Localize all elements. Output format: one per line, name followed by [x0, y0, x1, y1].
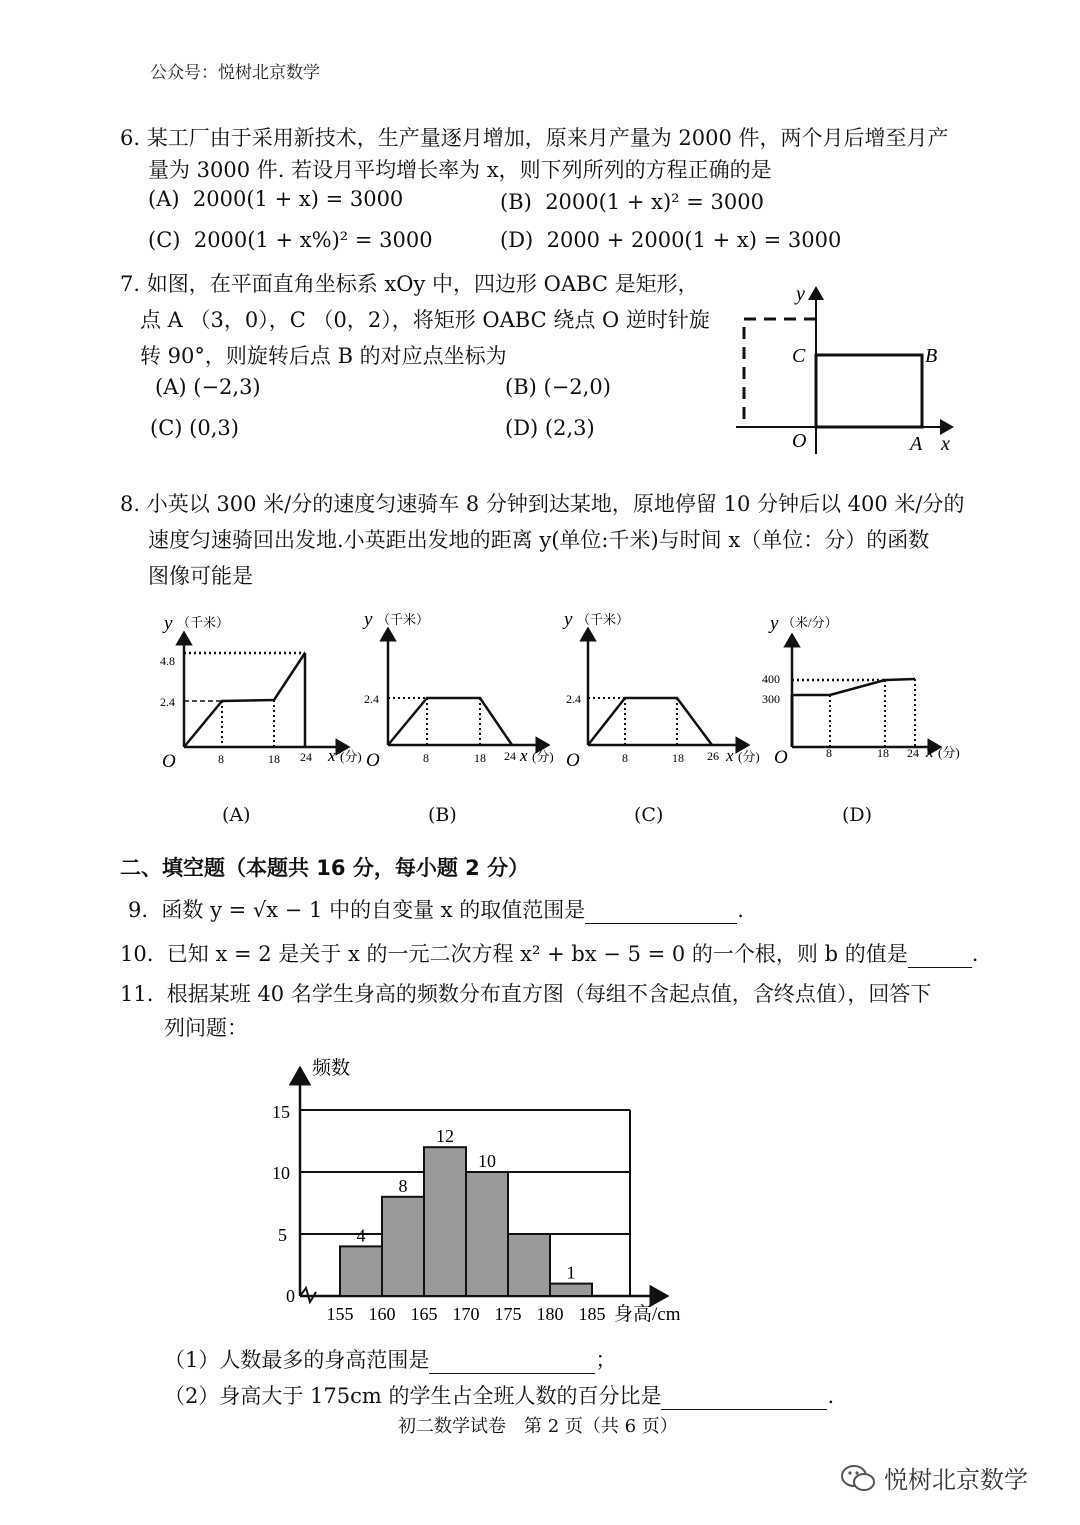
graph-b-caption: (B) [428, 804, 457, 826]
brand-watermark [840, 1460, 1028, 1495]
q7-option-a: (A) (−2,3) [155, 375, 261, 399]
q11-line1: 11. 根据某班 40 名学生身高的频数分布直方图（每组不含起点值，含终点值），回答下 [120, 982, 932, 1006]
svg-text:18: 18 [672, 751, 684, 765]
graph-c-line [588, 698, 712, 745]
hist-data-label-1: 8 [398, 1175, 408, 1196]
hist-data-label-0: 4 [356, 1225, 366, 1246]
q6-line2: 量为 3000 件. 若设月平均增长率为 x，则下列所列的方程正确的是 [148, 158, 772, 182]
hist-bar-175-180 [508, 1234, 550, 1296]
fig-y-label: y [796, 283, 805, 305]
svg-text:8: 8 [826, 746, 832, 760]
wechat-icon [840, 1463, 876, 1493]
svg-text:18: 18 [877, 746, 889, 760]
q11-line2: 列问题： [164, 1016, 248, 1040]
svg-text:8: 8 [218, 752, 224, 766]
q8-graphs [150, 605, 980, 775]
svg-text:x: x [926, 742, 934, 761]
svg-text:y: y [364, 609, 373, 630]
xtick-175: 175 [494, 1304, 522, 1324]
q10: 10. 已知 x = 2 是关于 x 的一元二次方程 x² + bx − 5 = 0 的一个根，则 b 的值是 . [120, 942, 979, 966]
svg-text:（千米）: （千米） [377, 612, 430, 627]
histogram [262, 1050, 702, 1335]
svg-text:O: O [774, 747, 788, 768]
fig-a-label: A [910, 433, 923, 455]
hist-data-label-3: 10 [478, 1151, 496, 1171]
xtick-160: 160 [368, 1304, 396, 1324]
xtick-170: 170 [452, 1304, 480, 1324]
q6-option-a: (A) 2000(1 + x) = 3000 [148, 187, 404, 211]
q8-line2: 速度匀速骑回出发地.小英距出发地的距离 y(单位:千米)与时间 x（单位：分）的函数 [148, 528, 930, 552]
ytick-5: 5 [278, 1225, 287, 1245]
svg-text:O: O [162, 751, 176, 772]
svg-text:18: 18 [268, 752, 280, 766]
svg-text:（千米）: （千米） [177, 615, 230, 630]
xtick-185: 185 [578, 1304, 606, 1324]
svg-text:400: 400 [762, 672, 780, 686]
svg-text:(分): (分) [532, 749, 554, 764]
svg-text:24: 24 [907, 746, 919, 760]
graph-d-line [792, 679, 915, 695]
svg-text:24: 24 [300, 750, 312, 764]
fig-c-label: C [792, 345, 806, 367]
q6-option-d: (D) 2000 + 2000(1 + x) = 3000 [500, 228, 842, 252]
q7-figure [730, 282, 960, 462]
q7-option-c: (C) (0,3) [150, 416, 239, 440]
svg-text:y: y [164, 613, 173, 634]
svg-text:x: x [726, 746, 734, 765]
hist-bar-170-175 [466, 1172, 508, 1296]
svg-text:（千米）: （千米） [577, 612, 630, 627]
svg-text:x: x [328, 746, 336, 765]
svg-text:O: O [366, 750, 380, 771]
section2-title: 二、填空题（本题共 16 分，每小题 2 分） [120, 856, 530, 880]
graph-a [160, 613, 362, 772]
ytick-10: 10 [272, 1163, 290, 1183]
graph-a-line [184, 653, 305, 747]
hist-bar-160-165 [382, 1197, 424, 1296]
graph-d-caption: (D) [842, 804, 873, 826]
q8-line1: 8. 小英以 300 米/分的速度匀速骑车 8 分钟到达某地，原地停留 10 分钟后以 400 米/分的 [120, 492, 965, 516]
svg-text:4.8: 4.8 [160, 654, 175, 668]
q7-option-b: (B) (−2,0) [505, 375, 611, 399]
rectangle-oabc [816, 355, 922, 427]
q7-line2: 点 A （3，0），C （0，2），将矩形 OABC 绕点 O 逆时针旋 [140, 308, 710, 332]
q11-sub1: （1）人数最多的身高范围是 ； [164, 1348, 617, 1372]
svg-text:18: 18 [474, 751, 486, 765]
xtick-155: 155 [326, 1304, 354, 1324]
q8-line3: 图像可能是 [148, 564, 253, 588]
graph-c-caption: (C) [634, 804, 664, 826]
hist-xlabel: 身高/cm [614, 1304, 681, 1325]
q6-option-c: (C) 2000(1 + x%)² = 3000 [148, 228, 433, 252]
q11-sub2-blank[interactable] [661, 1389, 827, 1410]
svg-text:2.4: 2.4 [160, 695, 175, 709]
hist-data-label-2: 12 [436, 1126, 454, 1147]
q7-option-d: (D) (2,3) [505, 416, 595, 440]
q11-sub2: （2）身高大于 175cm 的学生占全班人数的百分比是 . [164, 1384, 835, 1408]
xtick-165: 165 [410, 1304, 438, 1324]
q10-blank[interactable] [908, 947, 972, 968]
hist-bar-180-185 [550, 1284, 592, 1296]
hist-ylabel: 频数 [312, 1058, 351, 1079]
header-account: 公众号：悦树北京数学 [150, 63, 320, 83]
rotated-rectangle [744, 319, 816, 427]
q9-blank[interactable] [585, 903, 737, 924]
ytick-0: 0 [286, 1286, 295, 1306]
hist-bar-165-170 [424, 1147, 466, 1296]
xtick-180: 180 [536, 1304, 564, 1324]
q6-line1: 6. 某工厂由于采用新技术，生产量逐月增加，原来月产量为 2000 件，两个月后增至月产 [120, 126, 949, 150]
svg-text:x: x [520, 746, 528, 765]
graph-d [762, 613, 960, 768]
svg-text:y: y [564, 609, 573, 630]
q11-sub1-blank[interactable] [429, 1353, 595, 1374]
svg-text:2.4: 2.4 [364, 692, 379, 706]
ytick-15: 15 [272, 1102, 290, 1122]
fig-b-label: B [925, 345, 938, 367]
svg-text:(分): (分) [738, 749, 760, 764]
brand-text: 悦树北京数学 [884, 1466, 1028, 1494]
svg-text:(分): (分) [340, 749, 362, 764]
graph-c [562, 609, 760, 771]
svg-text:300: 300 [762, 692, 780, 706]
q9: 9. 函数 y = √x − 1 中的自变量 x 的取值范围是 . [128, 898, 744, 922]
graph-a-caption: (A) [222, 804, 251, 826]
hist-data-label-5: 1 [566, 1262, 576, 1283]
page-footer: 初二数学试卷 第 2 页（共 6 页） [398, 1416, 678, 1437]
svg-text:26: 26 [707, 749, 719, 763]
fig-x-label: x [941, 433, 950, 455]
q6-option-b: (B) 2000(1 + x)² = 3000 [500, 190, 764, 214]
svg-text:O: O [566, 750, 580, 771]
q7-line1: 7. 如图，在平面直角坐标系 xOy 中，四边形 OABC 是矩形， [120, 272, 699, 296]
svg-text:y: y [770, 613, 779, 634]
svg-text:8: 8 [423, 751, 429, 765]
svg-text:2.4: 2.4 [566, 692, 581, 706]
svg-text:(分): (分) [938, 745, 960, 760]
svg-text:（米/分）: （米/分） [782, 615, 838, 630]
svg-text:8: 8 [622, 751, 628, 765]
hist-bar-155-160 [340, 1246, 382, 1296]
graph-b-line [388, 698, 512, 745]
fig-o-label: O [792, 430, 807, 452]
graph-b [362, 609, 554, 771]
q7-line3: 转 90°，则旋转后点 B 的对应点坐标为 [140, 344, 507, 368]
svg-text:24: 24 [504, 749, 516, 763]
